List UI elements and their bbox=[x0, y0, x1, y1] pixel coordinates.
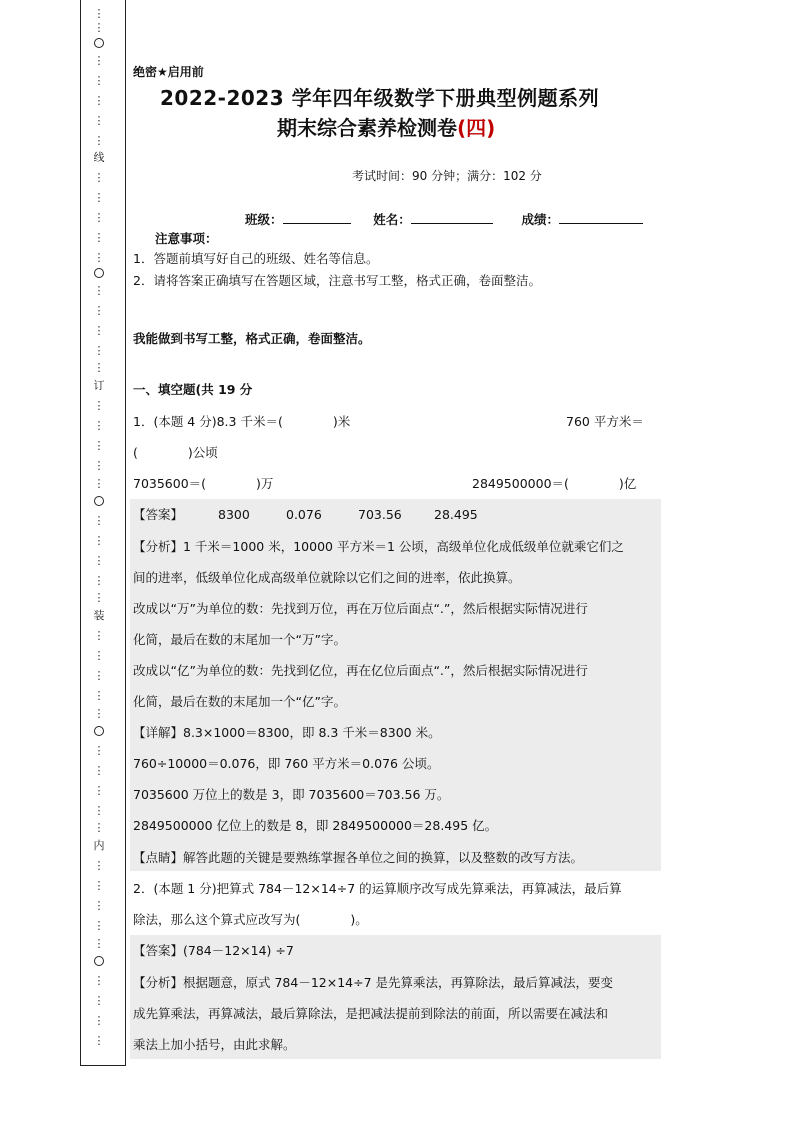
q1-detail-line: 7035600 万位上的数是 3，即 7035600＝703.56 万。 bbox=[133, 787, 450, 802]
q1-part5: 2849500000＝( )亿 bbox=[472, 476, 637, 491]
binding-label-xian: 线 bbox=[93, 151, 105, 164]
page-subtitle: 期末综合素养检测卷(四) bbox=[277, 116, 496, 140]
dots: ⋮ bbox=[93, 821, 105, 834]
q1-part4: 7035600＝( )万 bbox=[133, 476, 274, 491]
dots: ⋮ bbox=[93, 859, 105, 872]
q2-analysis-line: 成先算乘法，再算减法，最后算除法，是把减法提前到除法的前面，所以需要在减法和 bbox=[133, 1006, 609, 1021]
dots: ⋮ bbox=[93, 534, 105, 547]
dots: ⋮ bbox=[93, 361, 105, 374]
dots: ⋮ bbox=[93, 439, 105, 452]
circle-mark bbox=[88, 268, 110, 278]
dots: ⋮ bbox=[93, 419, 105, 432]
q1-analysis-line: 改成以“亿”为单位的数：先找到亿位，再在亿位后面点“.”，然后根据实际情况进行 bbox=[133, 663, 588, 678]
q1-answer-2: 0.076 bbox=[286, 507, 322, 522]
name-label: 姓名： bbox=[373, 212, 411, 227]
dots: ⋮ bbox=[93, 649, 105, 662]
q1-detail-line: 【详解】8.3×1000＝8300，即 8.3 千米＝8300 米。 bbox=[133, 725, 441, 740]
dots: ⋮ bbox=[93, 879, 105, 892]
dots: ⋮ bbox=[93, 7, 105, 20]
exam-info: 考试时间：90 分钟；满分：102 分 bbox=[352, 169, 542, 183]
dots: ⋮ bbox=[93, 744, 105, 757]
secret-label: 绝密★启用前 bbox=[133, 65, 204, 79]
q1-analysis-line: 改成以“万”为单位的数：先找到万位，再在万位后面点“.”，然后根据实际情况进行 bbox=[133, 601, 588, 616]
dots: ⋮ bbox=[93, 284, 105, 297]
dots: ⋮ bbox=[93, 574, 105, 587]
notice-heading: 注意事项： bbox=[155, 231, 218, 246]
dots: ⋮ bbox=[93, 629, 105, 642]
q2-analysis-line: 乘法上加小括号，由此求解。 bbox=[133, 1037, 296, 1052]
dots: ⋮ bbox=[93, 344, 105, 357]
q1-analysis-line: 化简，最后在数的末尾加一个“万”字。 bbox=[133, 632, 346, 647]
dots: ⋮ bbox=[93, 231, 105, 244]
dots: ⋮ bbox=[93, 919, 105, 932]
q1-part3: ( )公顷 bbox=[133, 445, 218, 460]
q1-answer-4: 28.495 bbox=[434, 507, 478, 522]
q1-part2: 760 平方米＝ bbox=[566, 414, 644, 429]
dots: ⋮ bbox=[93, 211, 105, 224]
dots: ⋮ bbox=[93, 937, 105, 950]
name-blank[interactable] bbox=[411, 211, 493, 224]
q1-detail-line: 2849500000 亿位上的数是 8，即 2849500000＝28.495 亿。 bbox=[133, 818, 498, 833]
circle-mark bbox=[88, 956, 110, 966]
q1-answer-3: 703.56 bbox=[358, 507, 402, 522]
q2-line-1: 2．(本题 1 分)把算式 784－12×14÷7 的运算顺序改写成先算乘法，再算减法，最后算 bbox=[133, 881, 622, 896]
dots: ⋮ bbox=[93, 324, 105, 337]
dots: ⋮ bbox=[93, 74, 105, 87]
dots: ⋮ bbox=[93, 689, 105, 702]
dots: ⋮ bbox=[93, 304, 105, 317]
dots: ⋮ bbox=[93, 399, 105, 412]
score-blank[interactable] bbox=[559, 211, 643, 224]
notice-item-1: 1．答题前填写好自己的班级、姓名等信息。 bbox=[133, 251, 379, 266]
dots: ⋮ bbox=[93, 784, 105, 797]
circle-mark bbox=[88, 38, 110, 48]
binding-label-zhuang: 装 bbox=[93, 609, 105, 622]
page-title: 2022-2023 学年四年级数学下册典型例题系列 bbox=[160, 86, 600, 110]
section-heading: 一、填空题(共 19 分 bbox=[133, 382, 253, 397]
q2-analysis-line: 【分析】根据题意，原式 784－12×14÷7 是先算乘法，再算除法，最后算减法，要变 bbox=[133, 975, 614, 990]
student-info-row bbox=[245, 210, 643, 228]
dots: ⋮ bbox=[93, 94, 105, 107]
q1-analysis-line: 【分析】1 千米＝1000 米，10000 平方米＝1 公顷，高级单位化成低级单位就乘它们之 bbox=[133, 539, 624, 554]
q1-analysis-line: 化简，最后在数的末尾加一个“亿”字。 bbox=[133, 694, 346, 709]
dots: ⋮ bbox=[93, 134, 105, 147]
dots: ⋮ bbox=[93, 554, 105, 567]
dots: ⋮ bbox=[93, 54, 105, 67]
dots: ⋮ bbox=[93, 591, 105, 604]
dots: ⋮ bbox=[93, 994, 105, 1007]
class-blank[interactable] bbox=[283, 211, 351, 224]
dots: ⋮ bbox=[93, 251, 105, 264]
binding-label-nei: 内 bbox=[93, 839, 105, 852]
dots: ⋮ bbox=[93, 1014, 105, 1027]
notice-item-2: 2．请将答案正确填写在答题区域，注意书写工整，格式正确，卷面整洁。 bbox=[133, 273, 541, 288]
binding-label-ding: 订 bbox=[93, 379, 105, 392]
q1-detail-line: 760÷10000＝0.076，即 760 平方米＝0.076 公顷。 bbox=[133, 756, 440, 771]
dots: ⋮ bbox=[93, 804, 105, 817]
dots: ⋮ bbox=[93, 514, 105, 527]
dots: ⋮ bbox=[93, 477, 105, 490]
dots: ⋮ bbox=[93, 707, 105, 720]
q2-line-2: 除法，那么这个算式应改写为( )。 bbox=[133, 912, 368, 927]
dots: ⋮ bbox=[93, 764, 105, 777]
binding-strip bbox=[88, 0, 110, 1060]
dots: ⋮ bbox=[93, 21, 105, 34]
dots: ⋮ bbox=[93, 899, 105, 912]
dots: ⋮ bbox=[93, 191, 105, 204]
dots: ⋮ bbox=[93, 114, 105, 127]
score-label: 成绩： bbox=[521, 212, 559, 227]
q1-part1: 1．(本题 4 分)8.3 千米＝( )米 bbox=[133, 414, 351, 429]
circle-mark bbox=[88, 726, 110, 736]
pledge: 我能做到书写工整，格式正确，卷面整洁。 bbox=[133, 331, 371, 346]
dots: ⋮ bbox=[93, 1034, 105, 1047]
class-label: 班级： bbox=[245, 212, 283, 227]
q1-answer-label: 【答案】 bbox=[133, 507, 184, 522]
dots: ⋮ bbox=[93, 974, 105, 987]
subtitle-paren: (四) bbox=[457, 116, 496, 140]
dots: ⋮ bbox=[93, 669, 105, 682]
circle-mark bbox=[88, 496, 110, 506]
q1-answer-1: 8300 bbox=[218, 507, 250, 522]
q2-answer: 【答案】(784－12×14) ÷7 bbox=[133, 943, 294, 958]
dots: ⋮ bbox=[93, 171, 105, 184]
q1-comment: 【点睛】解答此题的关键是要熟练掌握各单位之间的换算，以及整数的改写方法。 bbox=[133, 850, 584, 865]
q1-analysis-line: 间的进率，低级单位化成高级单位就除以它们之间的进率，依此换算。 bbox=[133, 570, 521, 585]
dots: ⋮ bbox=[93, 459, 105, 472]
